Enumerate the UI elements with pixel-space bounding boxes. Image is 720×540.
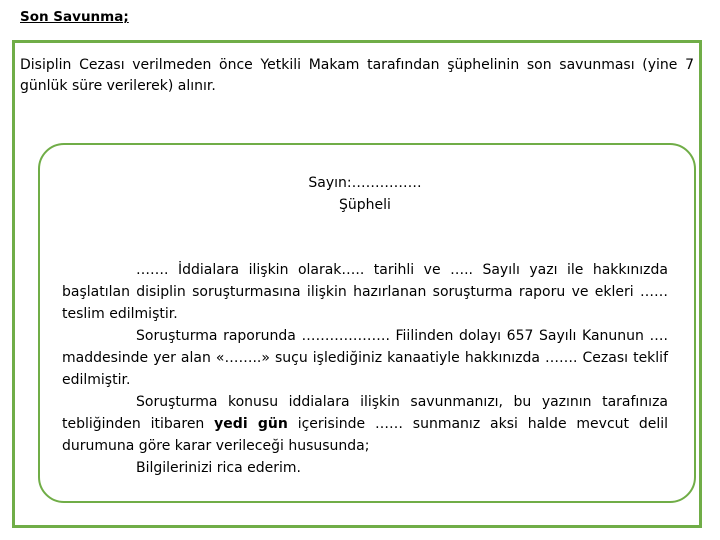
letter-paragraph-1: ……. İddialara ilişkin olarak….. tarihli ve ….. Sayılı yazı ile hakkınızda başlatılan disiplin soruşturmasına ilişkin hazırlanan soruşturma raporu ve ekleri …… teslim edilmiştir. xyxy=(62,262,668,322)
intro-text: Disiplin Cezası verilmeden önce Yetkili Makam tarafından şüphelinin son savunması (yine 7 günlük süre verilerek) alınır. xyxy=(20,57,694,94)
letter-spacer xyxy=(62,216,668,259)
deadline-emphasis: yedi gün xyxy=(214,416,288,432)
letter-paragraph-2: Soruşturma raporunda ………………. Fiilinden dolayı 657 Sayılı Kanunun …. maddesinde yer alan «……..» suçu işlediğiniz kanaatiyle hakkınızda ……. Cezası teklif edilmiştir. xyxy=(62,328,668,388)
page-heading: Son Savunma; xyxy=(20,9,129,25)
paragraph-3-end: içerisinde …… sunmanız aksi halde mevcut delil durumuna göre karar verileceği hususunda; xyxy=(62,416,669,454)
addressee-line: Şüpheli xyxy=(339,197,391,213)
closing-line: Bilgilerinizi rica ederim. xyxy=(136,460,301,476)
letter-paragraph-3 xyxy=(62,391,668,457)
letter-body xyxy=(62,172,668,479)
paragraph-3-start: Soruşturma konusu iddialara ilişkin savunmanızı, bu yazının tarafınıza tebliğinden itibaren xyxy=(62,394,668,432)
salutation-line: Sayın:…………… xyxy=(308,175,422,191)
